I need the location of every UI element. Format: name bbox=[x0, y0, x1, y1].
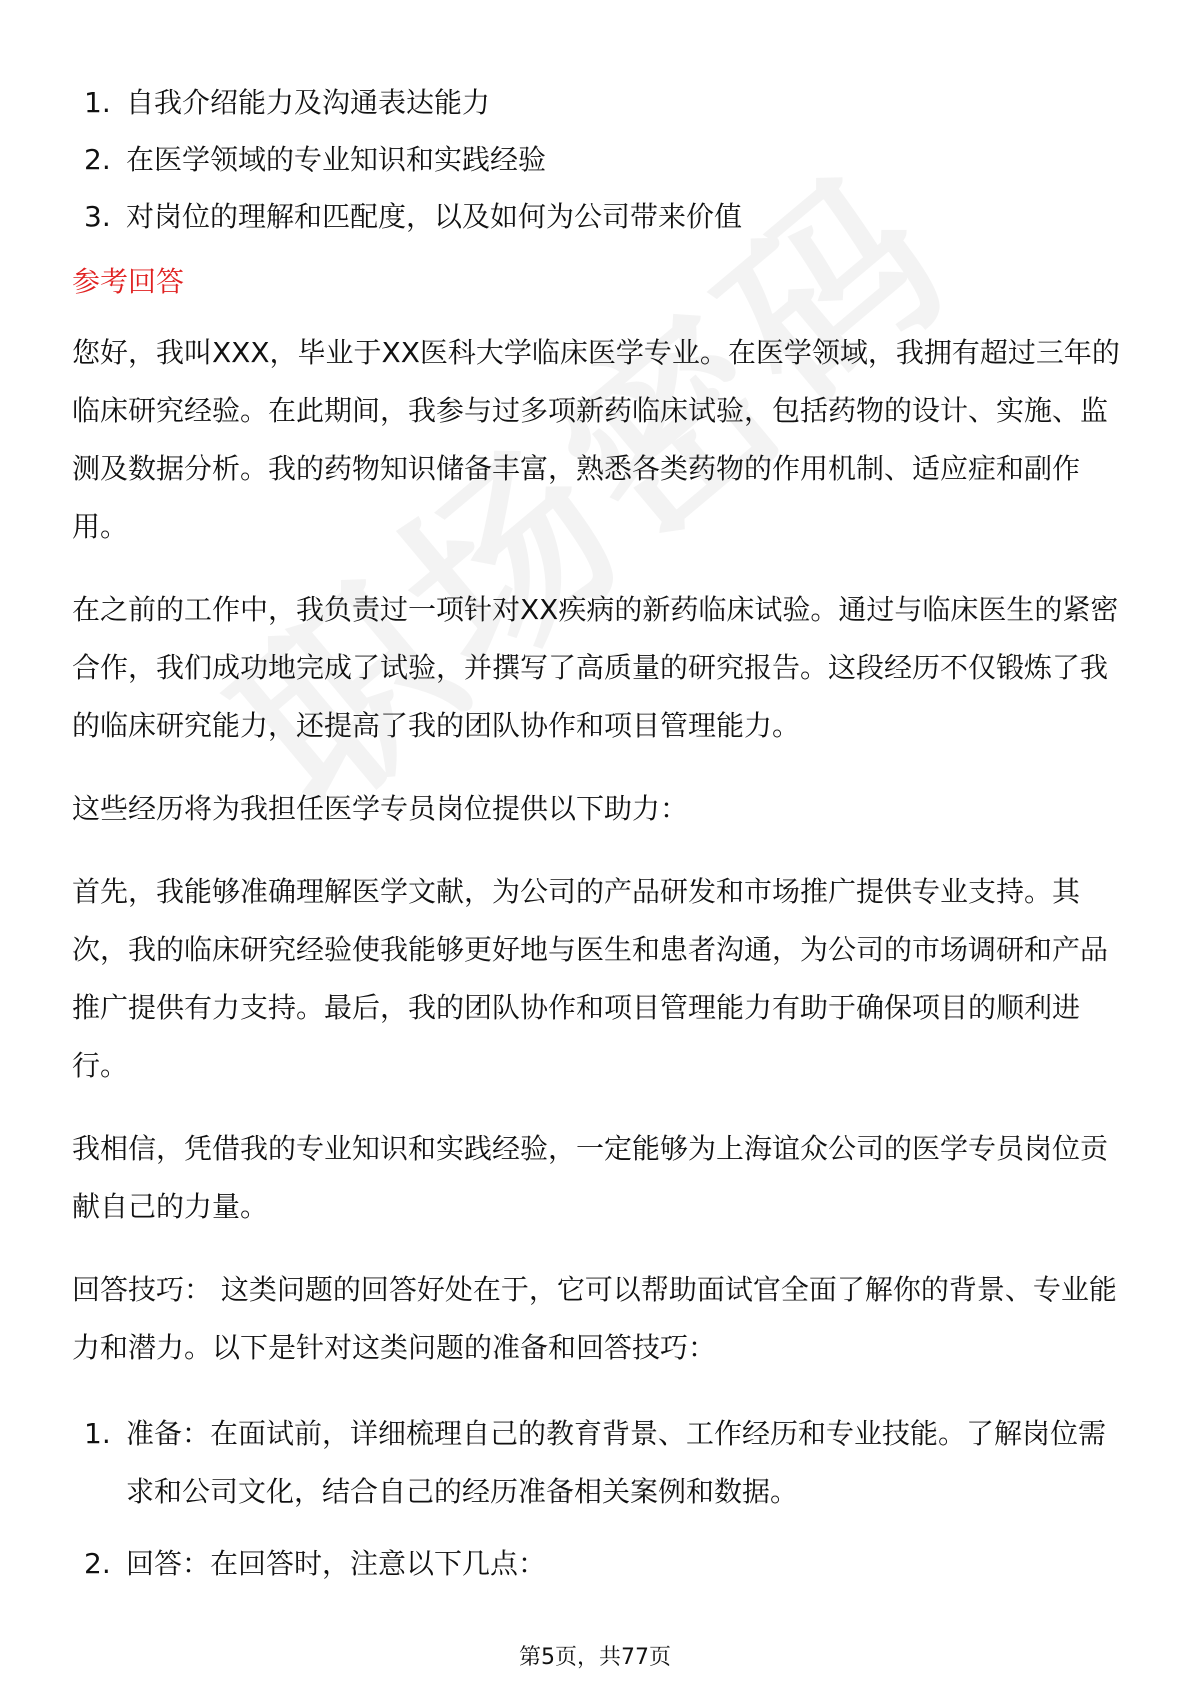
paragraph-experience: 在之前的工作中，我负责过一项针对XX疾病的新药临床试验。通过与临床医生的紧密合作，我们成功地完成了试验，并撰写了高质量的研究报告。这段经历不仅锻炼了我的临床研究能力，还提高了我的团队协作和项目管理能力。 bbox=[72, 593, 1119, 742]
reference-answer-heading: 参考回答 bbox=[72, 265, 185, 298]
paragraph-benefits: 首先，我能够准确理解医学文献，为公司的产品研发和市场推广提供专业支持。其次，我的临床研究经验使我能够更好地与医生和患者沟通，为公司的市场调研和产品推广提供有力支持。最后，我的团队协作和项目管理能力有助于确保项目的顺利进行。 bbox=[72, 875, 1109, 1082]
list-item-text: 自我介绍能力及沟通表达能力 bbox=[126, 86, 491, 119]
list-number: 1. bbox=[84, 1417, 111, 1450]
list-item bbox=[72, 1535, 1122, 1593]
list-number: 2. bbox=[84, 1547, 111, 1580]
paragraph-conclusion: 我相信，凭借我的专业知识和实践经验，一定能够为上海谊众公司的医学专员岗位贡献自己的力量。 bbox=[72, 1132, 1109, 1223]
list-item bbox=[72, 1405, 1122, 1521]
page-footer: 第5页，共77页 bbox=[519, 1645, 671, 1670]
list-item-text: 回答：在回答时，注意以下几点： bbox=[126, 1547, 547, 1580]
list-number: 3. bbox=[84, 200, 111, 233]
list-item-text: 准备：在面试前，详细梳理自己的教育背景、工作经历和专业技能。了解岗位需求和公司文化，结合自己的经历准备相关案例和数据。 bbox=[126, 1417, 1107, 1508]
list-item-text: 在医学领域的专业知识和实践经验 bbox=[126, 143, 547, 176]
list-number: 2. bbox=[84, 143, 111, 176]
list-item bbox=[72, 131, 1122, 188]
document-body bbox=[72, 74, 1122, 1607]
list-item-text: 对岗位的理解和匹配度，以及如何为公司带来价值 bbox=[126, 200, 743, 233]
list-item bbox=[72, 188, 1122, 245]
paragraph-benefit-lead: 这些经历将为我担任医学专员岗位提供以下助力： bbox=[72, 792, 689, 825]
paragraph-tips-intro: 回答技巧： 这类问题的回答好处在于，它可以帮助面试官全面了解你的背景、专业能力和潜力。以下是针对这类问题的准备和回答技巧： bbox=[72, 1273, 1117, 1364]
list-number: 1. bbox=[84, 86, 111, 119]
intro-list bbox=[72, 74, 1122, 245]
paragraph-intro: 您好，我叫XXX，毕业于XX医科大学临床医学专业。在医学领域，我拥有超过三年的临床研究经验。在此期间，我参与过多项新药临床试验，包括药物的设计、实施、监测及数据分析。我的药物知识储备丰富，熟悉各类药物的作用机制、适应症和副作用。 bbox=[72, 336, 1120, 543]
tips-list bbox=[72, 1405, 1122, 1593]
list-item bbox=[72, 74, 1122, 131]
